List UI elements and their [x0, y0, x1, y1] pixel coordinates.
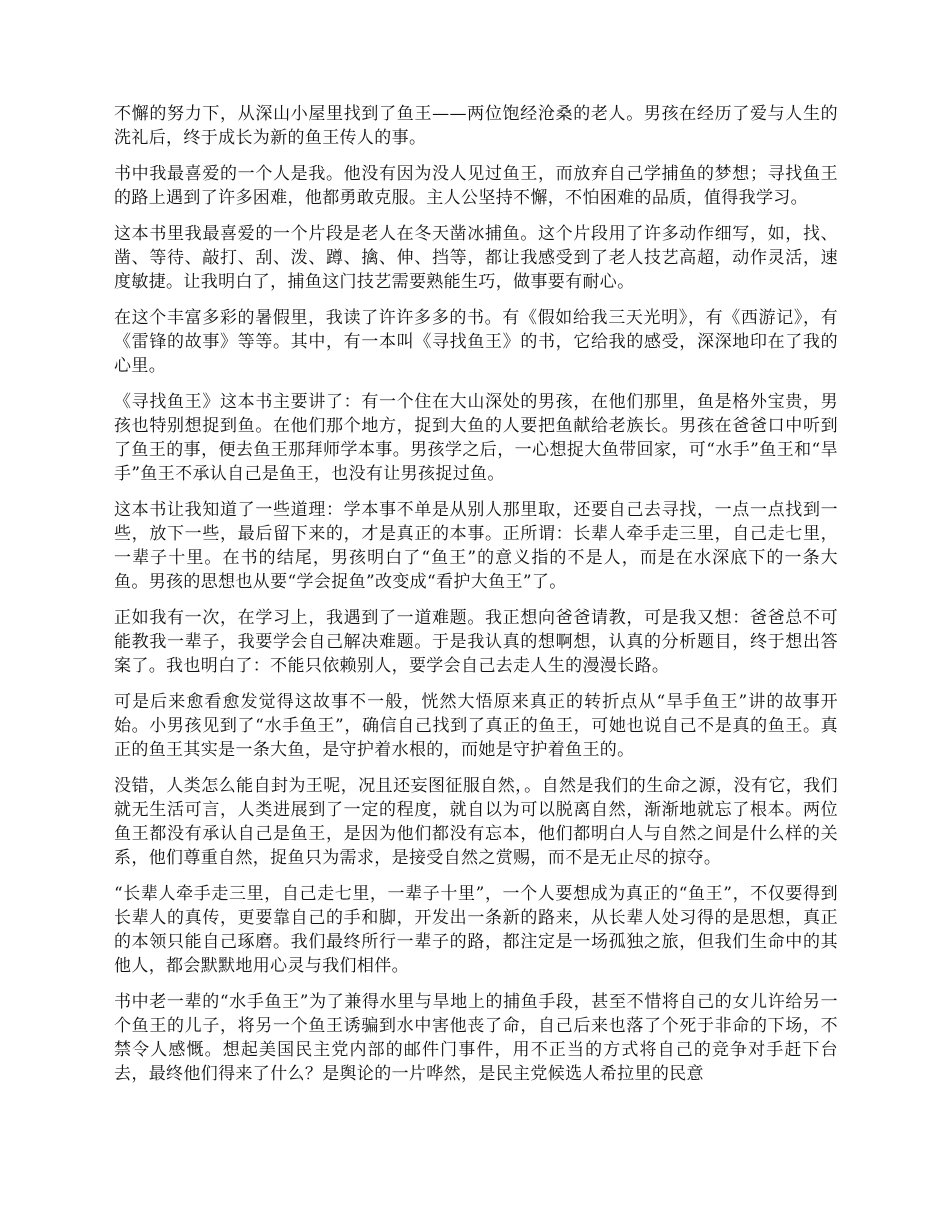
paragraph: 可是后来愈看愈发觉得这故事不一般，恍然大悟原来真正的转折点从“旱手鱼王”讲的故事开始。小男孩见到了“水手鱼王”，确信自己找到了真正的鱼王，可她也说自己不是真的鱼王。真正的鱼王其实是一条大鱼，是守护着水根的，而她是守护着鱼王的。	[114, 692, 838, 760]
document-body	[114, 102, 838, 1098]
paragraph: 不懈的努力下，从深山小屋里找到了鱼王——两位饱经沧桑的老人。男孩在经历了爱与人生的洗礼后，终于成长为新的鱼王传人的事。	[114, 104, 838, 148]
paragraph: 这本书让我知道了一些道理：学本事不单是从别人那里取，还要自己去寻找，一点一点找到一些，放下一些，最后留下来的，才是真正的本事。正所谓：长辈人牵手走三里，自己走七里，一辈子十里。在书的结尾，男孩明白了“鱼王”的意义指的不是人，而是在水深底下的一条大鱼。男孩的思想也从要“学会捉鱼”改变成“看护大鱼王”了。	[114, 500, 838, 592]
paragraph: 书中老一辈的“水手鱼王”为了兼得水里与旱地上的捕鱼手段，甚至不惜将自己的女儿许给另一个鱼王的儿子，将另一个鱼王诱骗到水中害他丧了命，自己后来也落了个死于非命的下场，不禁令人感慨。想起美国民主党内部的邮件门事件，用不正当的方式将自己的竞争对手赶下台去，最终他们得来了什么？是舆论的一片哗然，是民主党候选人希拉里的民意	[114, 992, 838, 1084]
paragraph: “长辈人牵手走三里，自己走七里，一辈子十里”，一个人要想成为真正的“鱼王”，不仅要得到长辈人的真传，更要靠自己的手和脚，开发出一条新的路来，从长辈人处习得的是思想，真正的本领只能自己琢磨。我们最终所行一辈子的路，都注定是一场孤独之旅，但我们生命中的其他人，都会默默地用心灵与我们相伴。	[114, 884, 838, 976]
paragraph: 没错，人类怎么能自封为王呢，况且还妄图征服自然，。自然是我们的生命之源，没有它，我们就无生活可言，人类进展到了一定的程度，就自以为可以脱离自然，渐渐地就忘了根本。两位鱼王都没有承认自己是鱼王，是因为他们都没有忘本，他们都明白人与自然之间是什么样的关系，他们尊重自然，捉鱼只为需求，是接受自然之赏赐，而不是无止尽的掠夺。	[114, 776, 838, 868]
paragraph: 在这个丰富多彩的暑假里，我读了许许多多的书。有《假如给我三天光明》，有《西游记》，有《雷锋的故事》等等。其中，有一本叫《寻找鱼王》的书，它给我的感受，深深地印在了我的心里。	[114, 308, 838, 376]
paragraph: 《寻找鱼王》这本书主要讲了：有一个住在大山深处的男孩，在他们那里，鱼是格外宝贵，男孩也特别想捉到鱼。在他们那个地方，捉到大鱼的人要把鱼献给老族长。男孩在爸爸口中听到了鱼王的事，便去鱼王那拜师学本事。男孩学之后，一心想捉大鱼带回家，可“水手”鱼王和“旱手”鱼王不承认自己是鱼王，也没有让男孩捉过鱼。	[114, 392, 838, 484]
paragraph: 书中我最喜爱的一个人是我。他没有因为没人见过鱼王，而放弃自己学捕鱼的梦想；寻找鱼王的路上遇到了许多困难，他都勇敢克服。主人公坚持不懈，不怕困难的品质，值得我学习。	[114, 164, 838, 208]
paragraph: 这本书里我最喜爱的一个片段是老人在冬天凿冰捕鱼。这个片段用了许多动作细写，如，找、凿、等待、敲打、刮、泼、蹲、擒、伸、挡等，都让我感受到了老人技艺高超，动作灵活，速度敏捷。让我明白了，捕鱼这门技艺需要熟能生巧，做事要有耐心。	[114, 224, 838, 292]
paragraph: 正如我有一次，在学习上，我遇到了一道难题。我正想向爸爸请教，可是我又想：爸爸总不可能教我一辈子，我要学会自己解决难题。于是我认真的想啊想，认真的分析题目，终于想出答案了。我也明白了：不能只依赖别人，要学会自己去走人生的漫漫长路。	[114, 608, 838, 676]
